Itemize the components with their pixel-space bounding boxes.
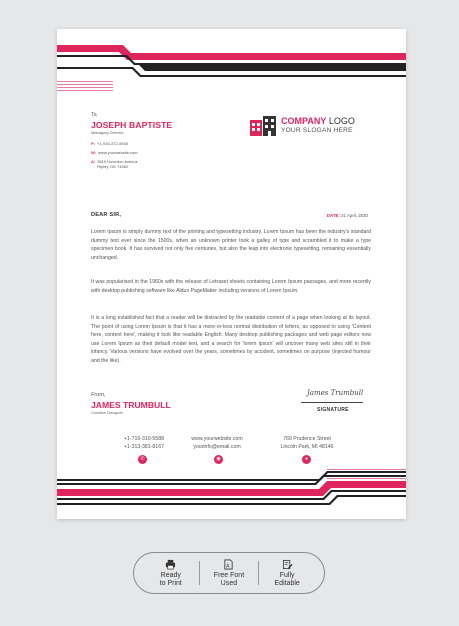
- feature-ready-to-print: [146, 559, 196, 588]
- sender-name: JAMES TRUMBULL: [91, 400, 171, 410]
- feature-label: Ready to Print: [159, 571, 182, 587]
- from-label: From,: [91, 392, 106, 398]
- body-paragraph-1: Lorem Ipsum is simply dummy text of the printing and typesetting industry. Lorem Ipsum has been the industry's standard dummy text ever since the 1500s, when an unknown printer took a galley of type and scrambled it to make a type specimen book. It has survived not only five centuries, but also the leap into electronic typesetting, remaining essentially unchanged.: [91, 229, 371, 261]
- feature-free-font: [204, 559, 254, 588]
- signature-script: James Trumbull: [307, 389, 364, 397]
- printer-icon: [165, 559, 176, 570]
- address-line-1: 3510 Hoverton Avenue: [97, 159, 138, 164]
- phone-icon: ✆: [138, 455, 147, 464]
- address-key: A:: [91, 159, 96, 164]
- recipient-web: [91, 150, 138, 155]
- footer-phone-1: +1-716-310-5588: [124, 436, 164, 442]
- footer-web: [186, 436, 248, 451]
- globe-icon: ◉: [214, 455, 223, 464]
- letterhead-sheet: [57, 29, 406, 519]
- feature-separator: [258, 561, 259, 585]
- letter-date: [327, 213, 368, 218]
- feature-separator: [199, 561, 200, 585]
- recipient-address: [91, 159, 138, 169]
- edit-document-icon: [282, 559, 293, 570]
- location-pin-icon: ●: [302, 455, 311, 464]
- recipient-name: JOSEPH BAPTISTE: [91, 120, 173, 130]
- footer-email: yourinfo@email.com: [193, 443, 241, 450]
- company-name: COMPANY LOGO: [281, 116, 355, 126]
- signature-line: [301, 402, 363, 403]
- body-paragraph-3: It is a long established fact that a reader will be distracted by the readable content of a page when looking at its layout. The point of using Lorem Ipsum is that it has a more-or-less normal distribution of letters, as opposed to using 'Content here, content here', making it look like readable English. Many desktop publishing packages and web page editors now use Lorem Ipsum as their default model text, and a search for 'lorem ipsum' will uncover many web sites still in their infancy. Various versions have evolved over the years, sometimes by accident, sometimes on purpose (injected humour and the like).: [91, 315, 371, 364]
- feature-label: Fully Editable: [274, 571, 300, 587]
- feature-fully-editable: [262, 559, 312, 588]
- feature-label: Free Font Used: [213, 571, 245, 587]
- logo-word: LOGO: [328, 116, 355, 126]
- company-slogan: YOUR SLOGAN HERE: [281, 127, 353, 134]
- recipient-role: Managing Director: [91, 130, 124, 135]
- footer-address: [272, 436, 342, 451]
- company-logo: [250, 115, 370, 137]
- web-value: www.yourwebsite.com: [98, 150, 138, 155]
- to-label: To,: [91, 112, 98, 118]
- svg-text:A: A: [226, 562, 230, 569]
- footer-website: www.yourwebsite.com: [191, 436, 243, 442]
- font-file-icon: [223, 559, 234, 570]
- phone-key: P:: [91, 141, 95, 146]
- date-key: DATE:: [326, 213, 340, 218]
- footer-stripes: [57, 469, 406, 519]
- features-pill: [133, 552, 325, 594]
- date-value: 21 April, 2030: [341, 213, 368, 218]
- footer-street: 769 Prudence Street: [283, 436, 331, 442]
- address-line-2: Ripley, OK 74062: [97, 164, 129, 169]
- body-paragraph-2: It was popularised in the 1960s with the release of Letraset sheets containing Lorem Ipsum passages, and more recently with desktop publishing software like Aldus PageMaker including versions of Lorem Ipsum.: [91, 279, 371, 294]
- footer-city: Lincoln Park, MI 48146: [280, 443, 334, 450]
- web-key: W:: [91, 150, 97, 155]
- footer-phone-2: +1-313-381-8167: [124, 443, 164, 450]
- building-icon: [250, 116, 277, 136]
- sender-role: Creative Designer: [91, 410, 124, 415]
- phone-value: +1-916-372-4938: [97, 141, 128, 146]
- header-stripes: [57, 29, 406, 99]
- footer-phones: [119, 436, 169, 451]
- salutation: DEAR SIR,: [91, 212, 122, 218]
- recipient-phone: [91, 141, 128, 146]
- signature-label: SIGNATURE: [317, 407, 349, 413]
